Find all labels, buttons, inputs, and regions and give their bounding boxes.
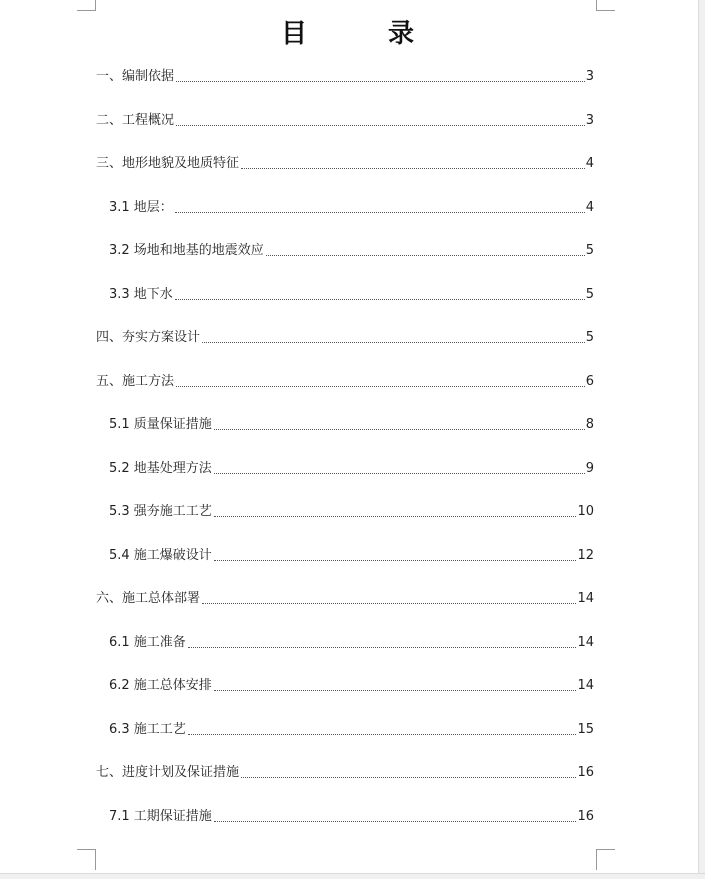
toc-entry-label: 3.1 地层： <box>109 199 173 215</box>
toc-entry-page-number: 9 <box>585 460 594 476</box>
page-corner-mark-bottom-right <box>596 849 615 870</box>
toc-entry-page-number: 15 <box>577 721 594 737</box>
toc-entry-label: 七、进度计划及保证措施 <box>96 765 240 780</box>
toc-entry-page-number: 4 <box>585 156 594 171</box>
toc-entry-label: 五、施工方法 <box>96 373 175 389</box>
toc-entry-page-number: 14 <box>577 678 594 693</box>
toc-entry[interactable] <box>96 238 594 282</box>
toc-entry-page-number: 14 <box>577 591 594 606</box>
toc-entry-page-number: 5 <box>585 286 594 302</box>
toc-entry-label: 5.4 施工爆破设计 <box>109 547 212 563</box>
toc-entry-page-number: 8 <box>585 417 594 432</box>
toc-entry[interactable] <box>96 369 594 413</box>
toc-entry-page-number: 16 <box>577 765 594 780</box>
toc-entry-label: 一、编制依据 <box>96 69 175 84</box>
toc-entry-label: 5.2 地基处理方法 <box>109 460 212 476</box>
toc-dot-leader <box>266 255 585 256</box>
toc-entry[interactable] <box>96 282 594 326</box>
toc-entry[interactable] <box>96 586 594 630</box>
toc-entry[interactable] <box>96 630 594 674</box>
toc-dot-leader <box>188 647 577 648</box>
toc-dot-leader <box>188 734 577 735</box>
toc-dot-leader <box>214 690 577 691</box>
toc-entry-label: 5.3 强夯施工工艺 <box>109 504 212 519</box>
page-corner-mark-top-left <box>77 0 96 11</box>
toc-entry-page-number: 5 <box>585 330 594 345</box>
toc-entry[interactable] <box>96 804 594 848</box>
toc-dot-leader <box>176 125 585 126</box>
toc-entry-label: 6.1 施工准备 <box>109 634 186 650</box>
toc-entry-page-number: 4 <box>585 199 594 215</box>
toc-entry-label: 5.1 质量保证措施 <box>109 417 212 432</box>
toc-dot-leader <box>214 473 585 474</box>
toc-entry[interactable] <box>96 151 594 195</box>
toc-dot-leader <box>241 168 585 169</box>
toc-dot-leader <box>214 560 577 561</box>
toc-entry-page-number: 14 <box>577 634 594 650</box>
toc-entry[interactable] <box>96 108 594 152</box>
toc-entry-label: 7.1 工期保证措施 <box>109 808 212 824</box>
page-edge-right <box>698 0 705 879</box>
toc-dot-leader <box>214 429 585 430</box>
toc-entry-label: 6.2 施工总体安排 <box>109 678 212 693</box>
toc-entry-page-number: 3 <box>585 112 594 128</box>
toc-entry[interactable] <box>96 325 594 369</box>
toc-entry[interactable] <box>96 543 594 587</box>
toc-dot-leader <box>176 81 585 82</box>
toc-entry-label: 3.2 场地和地基的地震效应 <box>109 243 264 258</box>
toc-entry-label: 二、工程概况 <box>96 112 175 128</box>
toc-dot-leader <box>214 516 577 517</box>
toc-entry-page-number: 5 <box>585 243 594 258</box>
toc-dot-leader <box>176 386 585 387</box>
toc-dot-leader <box>175 299 585 300</box>
toc-dot-leader <box>202 342 585 343</box>
toc-entry-page-number: 3 <box>585 69 594 84</box>
toc-entry[interactable] <box>96 456 594 500</box>
toc-entry-page-number: 12 <box>577 547 594 563</box>
toc-dot-leader <box>214 821 577 822</box>
toc-dot-leader <box>241 777 576 778</box>
toc-entry-label: 三、地形地貌及地质特征 <box>96 156 240 171</box>
toc-entry-page-number: 10 <box>577 504 594 519</box>
page-edge-bottom <box>0 873 705 879</box>
toc-entry-page-number: 16 <box>577 808 594 824</box>
toc-entry-label: 3.3 地下水 <box>109 286 173 302</box>
page-title: 目 录 <box>280 19 451 49</box>
toc-dot-leader <box>202 603 576 604</box>
toc-entry[interactable] <box>96 760 594 804</box>
toc-entry-label: 四、夯实方案设计 <box>96 330 201 345</box>
toc-entry[interactable] <box>96 195 594 239</box>
toc-entry-label: 6.3 施工工艺 <box>109 721 186 737</box>
toc-entry[interactable] <box>96 64 594 108</box>
toc-entry-label: 六、施工总体部署 <box>96 591 201 606</box>
table-of-contents <box>96 64 594 847</box>
toc-entry[interactable] <box>96 412 594 456</box>
page-corner-mark-bottom-left <box>77 849 96 870</box>
toc-entry[interactable] <box>96 499 594 543</box>
page-corner-mark-top-right <box>596 0 615 11</box>
toc-dot-leader <box>175 212 585 213</box>
toc-entry[interactable] <box>96 673 594 717</box>
toc-entry-page-number: 6 <box>585 373 594 389</box>
toc-entry[interactable] <box>96 717 594 761</box>
